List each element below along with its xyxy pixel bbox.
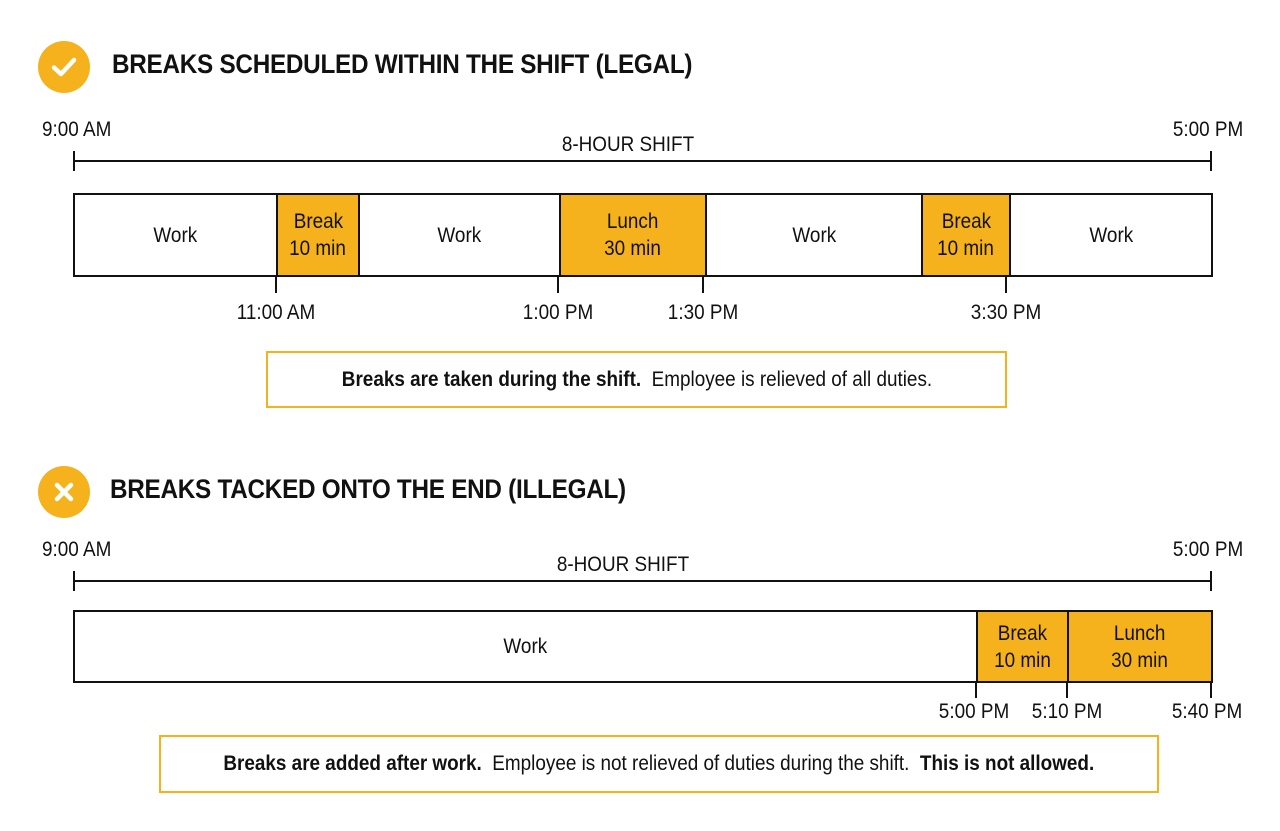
illegal-shift-span-line [74,580,1212,582]
illegal-segment-work: Work [75,612,978,681]
legal-tick-label: 1:30 PM [667,301,739,324]
legal-segment-work: Work [707,195,923,275]
illegal-shift-start-tick [73,571,75,591]
legal-note-box [266,351,1007,408]
x-circle-icon [38,466,90,518]
illegal-tick-label: 5:00 PM [938,700,1010,723]
legal-segment-lunch: Lunch 30 min [561,195,707,275]
illegal-tick [1066,683,1068,698]
illegal-note-text: Employee is not relieved of duties during the shift. [492,752,910,775]
legal-timeline-bar [73,193,1213,277]
legal-tick-label: 1:00 PM [522,301,594,324]
illegal-segment-break: Break 10 min [978,612,1069,681]
illegal-tick-label: 5:10 PM [1031,700,1103,723]
check-circle-icon [38,41,90,93]
legal-tick-label: 11:00 AM [236,301,316,324]
legal-shift-span-line [74,160,1212,162]
illegal-shift-label: 8-HOUR SHIFT [556,553,690,576]
legal-end-label: 5:00 PM [1172,118,1243,141]
legal-segment-work: Work [360,195,561,275]
illegal-start-label: 9:00 AM [42,538,112,561]
illegal-shift-end-tick [1210,571,1212,591]
legal-start-label: 9:00 AM [42,118,112,141]
legal-segment-break: Break 10 min [278,195,360,275]
legal-note-bold: Breaks are taken during the shift. [341,367,641,391]
legal-segment-break: Break 10 min [923,195,1011,275]
illegal-end-label: 5:00 PM [1172,538,1243,561]
legal-tick [1005,277,1007,293]
legal-tick [702,277,704,293]
legal-shift-label: 8-HOUR SHIFT [561,133,695,156]
legal-tick-label: 3:30 PM [970,301,1042,324]
illegal-note-box [159,735,1159,793]
illegal-timeline-bar [73,610,1213,683]
legal-note-text: Employee is relieved of all duties. [651,367,932,391]
legal-segment-work: Work [1011,195,1211,275]
legal-tick [275,277,277,293]
illegal-tick [1210,683,1212,698]
illegal-tick-label: 5:40 PM [1171,700,1242,723]
legal-shift-end-tick [1210,151,1212,171]
illegal-segment-lunch: Lunch 30 min [1069,612,1211,681]
legal-segment-work: Work [75,195,278,275]
illegal-note-bold: Breaks are added after work. [223,752,482,775]
illegal-note-bold2: This is not allowed. [920,752,1095,775]
legal-heading: BREAKS SCHEDULED WITHIN THE SHIFT (LEGAL) [112,49,693,79]
legal-tick [557,277,559,293]
illegal-tick [975,683,977,698]
illegal-heading: BREAKS TACKED ONTO THE END (ILLEGAL) [110,474,626,504]
legal-shift-start-tick [73,151,75,171]
